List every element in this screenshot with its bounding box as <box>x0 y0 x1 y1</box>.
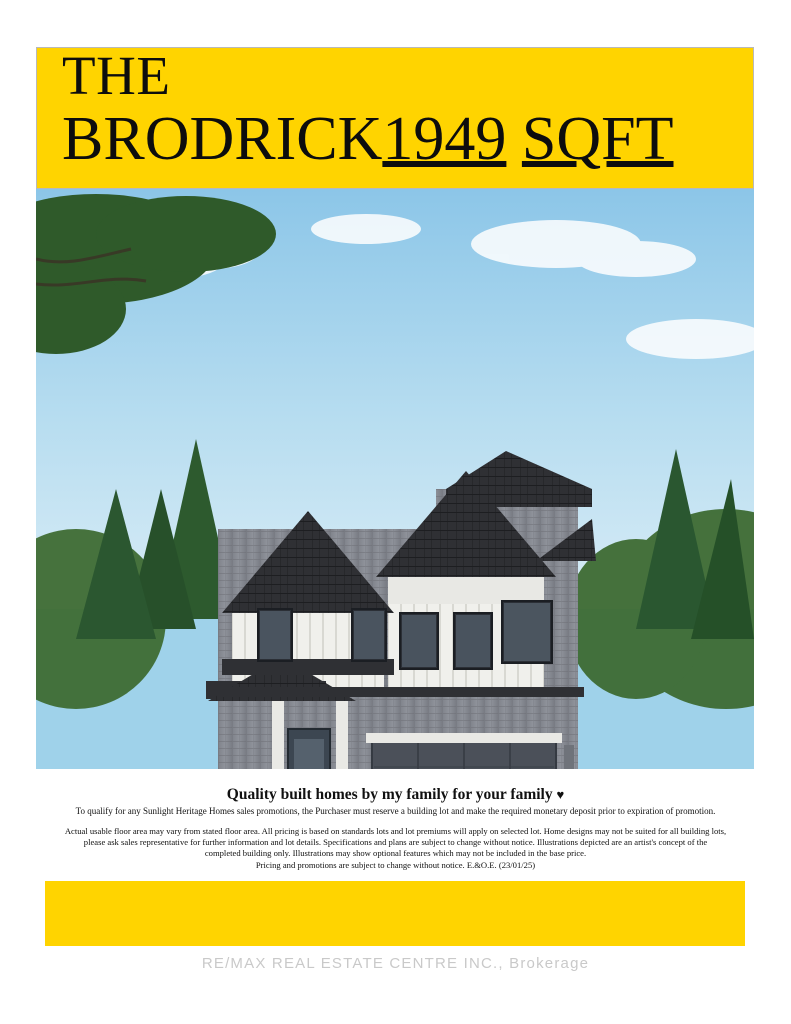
footer-yellow-bar <box>45 881 745 946</box>
title-line-model <box>62 104 674 175</box>
sqft-unit: SQFT <box>521 105 674 173</box>
home-rendering-image <box>36 189 754 769</box>
disclaimer-line: Actual usable floor area may vary from stated floor area. All pricing is based on standards lots and lot premiums will apply on selected lot. Home designs may not be suited for all building lots, <box>64 826 727 836</box>
promo-qualification-text: To qualify for any Sunlight Heritage Homes sales promotions, the Purchaser must reserve a building lot and make the required monetary deposit prior to expiration of promotion. <box>75 806 716 816</box>
disclaimer-block <box>40 826 751 871</box>
disclaimer-line: please ask sales representative for further information and lot details. Specifications and plans are subject to change without notice. Illustrations depicted are an artist's concept of the <box>83 837 708 848</box>
sqft-number: 1949 <box>382 105 507 173</box>
disclaimer-line: Pricing and promotions are subject to change without notice. E.&O.E. (23/01/25) <box>255 859 536 870</box>
home-rendering-svg <box>36 189 754 769</box>
heart-icon: ♥ <box>556 787 565 802</box>
brokerage-watermark: RE/MAX REAL ESTATE CENTRE INC., Brokerage <box>201 955 590 972</box>
title-line-the: THE <box>62 45 171 106</box>
disclaimer-line: completed building only. Illustrations may show optional features which may not be included in the base price. <box>204 848 587 859</box>
title-banner <box>36 47 754 189</box>
tagline-text: Quality built homes by my family for your family <box>226 786 553 803</box>
tagline <box>0 786 791 804</box>
model-name: BRODRICK <box>62 105 383 173</box>
